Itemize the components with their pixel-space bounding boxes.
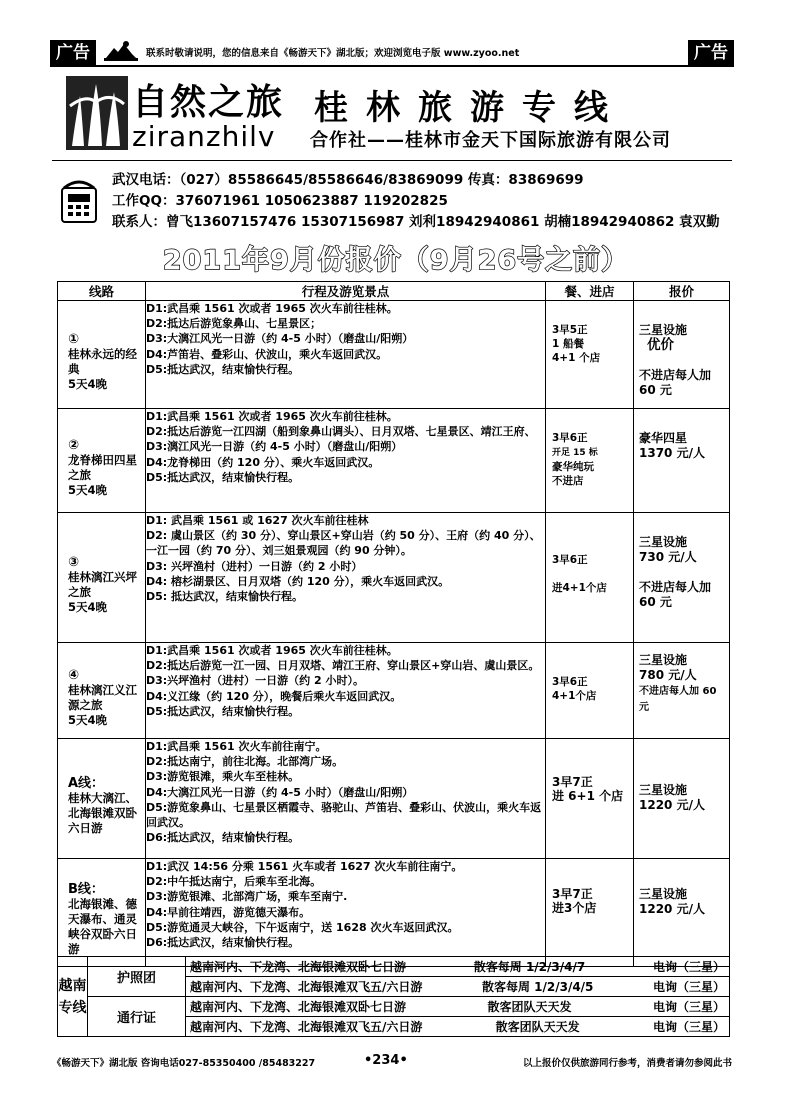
itinerary-day: D5:抵达武汉，结束愉快行程。: [146, 704, 300, 718]
route-number: ②: [68, 437, 80, 453]
agency-banner: [52, 72, 732, 164]
itinerary-day: D4:龙脊梯田（约 120 分）、乘火车返回武汉。: [146, 455, 380, 469]
qq-line: 工作QQ：376071961 1050623887 119202825: [112, 193, 448, 209]
route-name: 桂林漓江义江源之旅: [68, 682, 137, 712]
category-cell: 护照团: [88, 957, 186, 997]
meal-info: 3早6正: [552, 432, 588, 444]
itinerary-day: D2:抵达后游览象鼻山、七星景区；: [146, 317, 322, 331]
itinerary-day: D2: 虞山景区（约 30 分）、穿山景区+穿山岩（约 50 分）、王府（约 40 分）、一江一园（约 70 分）、刘三姐景观园（约 90 分钟）。: [146, 529, 541, 558]
meals-cell: [546, 301, 634, 409]
meal-info: 3早7正: [552, 775, 593, 789]
meal-info: 3早5正: [552, 324, 588, 336]
meal-info: 开足 15 标: [552, 448, 598, 458]
table-row: [58, 301, 730, 409]
divider: [50, 65, 734, 67]
banner-title: 桂林旅游专线: [314, 88, 626, 128]
route-name: 桂林永远的经典: [68, 346, 137, 376]
vietnam-route-cell: [186, 997, 730, 1017]
price-info: 1370 元/人: [639, 446, 705, 460]
vietnam-price: 电询（三星）: [652, 1000, 725, 1014]
route-cell: [58, 409, 146, 513]
itinerary-day: D2:抵达南宁，前往北海。北部湾广场。: [146, 755, 344, 769]
itinerary-day: D3:游览银滩、北部湾广场，乘车至南宁.: [146, 890, 348, 904]
ad-notice: 联系时敬请说明，您的信息来自《畅游天下》湖北版；欢迎浏览电子版 www.zyoo.net: [146, 48, 520, 59]
price-cell: [634, 859, 730, 967]
price-cell: [634, 513, 730, 643]
vietnam-route: 越南河内、下龙湾、北海银滩双飞五/六日游: [190, 1020, 423, 1034]
price-cell: [634, 409, 730, 513]
price-info: 三星设施: [639, 887, 688, 901]
meals-cell: [546, 513, 634, 643]
vietnam-table: [57, 956, 730, 1037]
route-days: 5天4晚: [68, 482, 108, 497]
ad-tag-right: 广告: [688, 40, 734, 66]
price-info: 780 元/人: [639, 668, 697, 682]
route-number: A线：: [68, 775, 105, 791]
itinerary-day: D4:大漓江风光一日游（约 4-5 小时）（磨盘山/阳朔）: [146, 785, 414, 799]
price-info: 不进店每人加 60 元: [639, 368, 712, 397]
price-info: 三星设施: [639, 323, 688, 337]
itinerary-day: D2:中午抵达南宁，后乘车至北海。: [146, 875, 322, 889]
table-row: [58, 513, 730, 643]
price-info: 三星设施: [639, 653, 688, 667]
vietnam-route-cell: [186, 1017, 730, 1037]
itinerary-day: D1:武昌乘 1561 次或者 1965 次火车前往桂林。: [146, 302, 398, 315]
publication-logo-icon: [102, 40, 140, 62]
route-name: 桂林大漓江、北海银滩双卧六日游: [68, 790, 137, 835]
vietnam-price: 电询（三星）: [652, 980, 725, 994]
table-row: [58, 643, 730, 739]
itinerary-cell: [146, 643, 546, 739]
meal-info: 3早6正: [552, 554, 588, 566]
contact-people-line: 联系人：曾飞13607157476 15307156987 刘利18942940861 胡楠18942940862 袁双勤: [112, 214, 720, 230]
header-meals: 餐、进店: [546, 282, 634, 301]
meal-info: 不进店: [552, 475, 584, 487]
ad-strip: [50, 40, 734, 66]
banner-subtitle: 合作社——桂林市金天下国际旅游有限公司: [310, 130, 671, 151]
route-cell: [58, 739, 146, 859]
price-info: 三星设施: [639, 535, 688, 549]
route-name: 龙脊梯田四星之旅: [68, 452, 137, 482]
price-info: 优价: [647, 337, 674, 353]
itinerary-day: D1:武昌乘 1561 次或者 1965 次火车前往桂林。: [146, 644, 398, 657]
itinerary-cell: [146, 513, 546, 643]
itinerary-day: D5:抵达武汉，结束愉快行程。: [146, 362, 300, 376]
itinerary-day: D5:抵达武汉，结束愉快行程。: [146, 470, 300, 484]
vietnam-route-cell: [186, 977, 730, 997]
vietnam-route: 越南河内、下龙湾、北海银滩双飞五/六日游: [190, 980, 423, 994]
route-number: ③: [68, 554, 80, 570]
price-cell: [634, 739, 730, 859]
meal-info: 进4+1个店: [552, 582, 607, 594]
vietnam-label: [58, 957, 88, 1037]
table-header-row: [58, 282, 730, 301]
route-number: ①: [68, 331, 80, 347]
header-route: 线路: [58, 282, 146, 301]
table-row: [58, 409, 730, 513]
meal-info: 进 6+1 个店: [552, 789, 624, 803]
page-footer: [52, 1055, 732, 1075]
route-number: B线：: [68, 882, 104, 897]
contact-block: [52, 166, 732, 232]
price-headline: 2011年9月份报价（9月26号之前）: [162, 245, 630, 276]
meals-cell: [546, 409, 634, 513]
itinerary-day: D3:大漓江风光一日游（约 4-5 小时）（磨盘山/阳朔）: [146, 332, 414, 346]
ad-tag-left: 广告: [50, 40, 96, 66]
itinerary-day: D1: 武昌乘 1561 或 1627 次火车前往桂林: [146, 514, 369, 527]
table-row: [58, 859, 730, 967]
page-number: •234•: [364, 1053, 408, 1068]
meals-cell: [546, 739, 634, 859]
meal-info: 豪华纯玩: [552, 461, 594, 473]
vietnam-price: 电询（三星）: [652, 960, 725, 974]
route-cell: [58, 859, 146, 967]
meal-info: 3早6正: [552, 676, 588, 688]
brand-name-cn: 自然之旅: [132, 82, 285, 123]
price-info: 不进店每人加 60 元: [639, 686, 717, 713]
route-days: 5天4晚: [68, 712, 108, 727]
divider: [52, 160, 732, 161]
footer-contact: 《畅游天下》湖北版 咨询电话027-85350400 /85483227: [52, 1058, 316, 1069]
route-table: [57, 281, 730, 967]
route-name: 桂林漓江兴坪之旅: [68, 569, 137, 599]
itinerary-day: D3:兴坪渔村（进村）一日游（约 2 小时）。: [146, 674, 364, 688]
itinerary-day: D5: 抵达武汉，结束愉快行程。: [146, 590, 304, 604]
route-name: 北海银滩、德天瀑布、通灵峡谷双卧六日游: [68, 897, 137, 956]
price-info: 三星设施: [639, 783, 688, 797]
category-cell: 通行证: [88, 997, 186, 1037]
table-row: [58, 997, 730, 1017]
vietnam-price: 电询（三星）: [652, 1020, 725, 1034]
vietnam-route-cell: [186, 957, 730, 977]
route-days: 5天4晚: [68, 599, 108, 614]
itinerary-day: D2:抵达后游览一江四湖（船到象鼻山调头）、日月双塔、七星景区、靖江王府、: [146, 425, 536, 439]
vietnam-label-text: 越南专线: [58, 977, 87, 1016]
itinerary-cell: [146, 409, 546, 513]
meals-cell: [546, 859, 634, 967]
itinerary-day: D4:早前往靖西，游览德天瀑布。: [146, 905, 311, 919]
meal-info: 4+1 个店: [552, 352, 601, 364]
telephone-icon: [60, 174, 98, 224]
itinerary-day: D3: 兴坪渔村（进村）一日游（约 2 小时）: [146, 559, 363, 573]
route-days: 5天4晚: [68, 376, 108, 391]
vietnam-route: 越南河内、下龙湾、北海银滩双卧七日游: [190, 960, 407, 974]
route-number: ④: [68, 667, 80, 683]
itinerary-day: D6:抵达武汉，结束愉快行程。: [146, 831, 300, 845]
itinerary-day: D4:芦笛岩、叠彩山、伏波山，乘火车返回武汉。: [146, 347, 388, 361]
itinerary-day: D6:抵达武汉，结束愉快行程。: [146, 936, 300, 950]
footer-disclaimer: 以上报价仅供旅游同行参考，消费者请勿参阅此书: [522, 1058, 732, 1069]
table-row: [58, 957, 730, 977]
tree-logo-icon: [66, 76, 128, 150]
itinerary-day: D4:义江缘（约 120 分），晚餐后乘火车返回武汉。: [146, 689, 402, 703]
vietnam-route: 越南河内、下龙湾、北海银滩双卧七日游: [190, 1000, 407, 1014]
meals-cell: [546, 643, 634, 739]
price-info: 豪华四星: [639, 431, 688, 445]
price-info: 不进店每人加 60 元: [639, 580, 712, 609]
itinerary-cell: [146, 739, 546, 859]
itinerary-day: D3:游览银滩，乘火车至桂林。: [146, 770, 300, 784]
vietnam-schedule: 散客每周 1/2/3/4/5: [481, 980, 594, 994]
itinerary-day: D5:游览通灵大峡谷，下午返南宁，送 1628 次火车返回武汉。: [146, 920, 459, 934]
itinerary-day: D1:武汉 14:56 分乘 1561 火车或者 1627 次火车前往南宁。: [146, 860, 463, 873]
meal-info: 进3个店: [552, 901, 597, 915]
itinerary-cell: [146, 859, 546, 967]
itinerary-day: D1:武昌乘 1561 次火车前往南宁。: [146, 740, 327, 753]
itinerary-day: D5:游览象鼻山、七星景区栖霞寺、骆驼山、芦笛岩、叠彩山、伏波山，乘火车返回武汉。: [146, 800, 542, 830]
header-itinerary: 行程及游览景点: [146, 282, 546, 301]
header-price: 报价: [634, 282, 730, 301]
price-info: 730 元/人: [639, 550, 697, 564]
itinerary-day: D1:武昌乘 1561 次或者 1965 次火车前往桂林。: [146, 410, 398, 423]
phone-line: 武汉电话：（027）85586645/85586646/83869099 传真：83869699: [112, 172, 584, 188]
meal-info: 1 船餐: [552, 338, 584, 350]
itinerary-cell: [146, 301, 546, 409]
itinerary-day: D2:抵达后游览一江一园、日月双塔、靖江王府、穿山景区+穿山岩、虞山景区。: [146, 659, 540, 673]
brand-name-en: ziranzhilv: [132, 120, 276, 153]
meal-info: 4+1个店: [552, 690, 597, 702]
price-cell: [634, 643, 730, 739]
itinerary-day: D4: 榕杉湖景区、日月双塔（约 120 分），乘火车返回武汉。: [146, 574, 450, 588]
price-info: 1220 元/人: [639, 798, 705, 812]
vietnam-schedule: 散客团队天天发: [487, 1000, 572, 1014]
route-cell: [58, 643, 146, 739]
table-row: [58, 739, 730, 859]
price-cell: [634, 301, 730, 409]
route-cell: [58, 301, 146, 409]
vietnam-schedule: 散客每周 1/2/3/4/7: [473, 960, 586, 974]
route-cell: [58, 513, 146, 643]
itinerary-day: D3:漓江风光一日游（约 4-5 小时）（磨盘山/阳朔）: [146, 440, 403, 454]
vietnam-schedule: 散客团队天天发: [495, 1020, 580, 1034]
meal-info: 3早7正: [552, 887, 593, 901]
price-info: 1220 元/人: [639, 902, 705, 916]
